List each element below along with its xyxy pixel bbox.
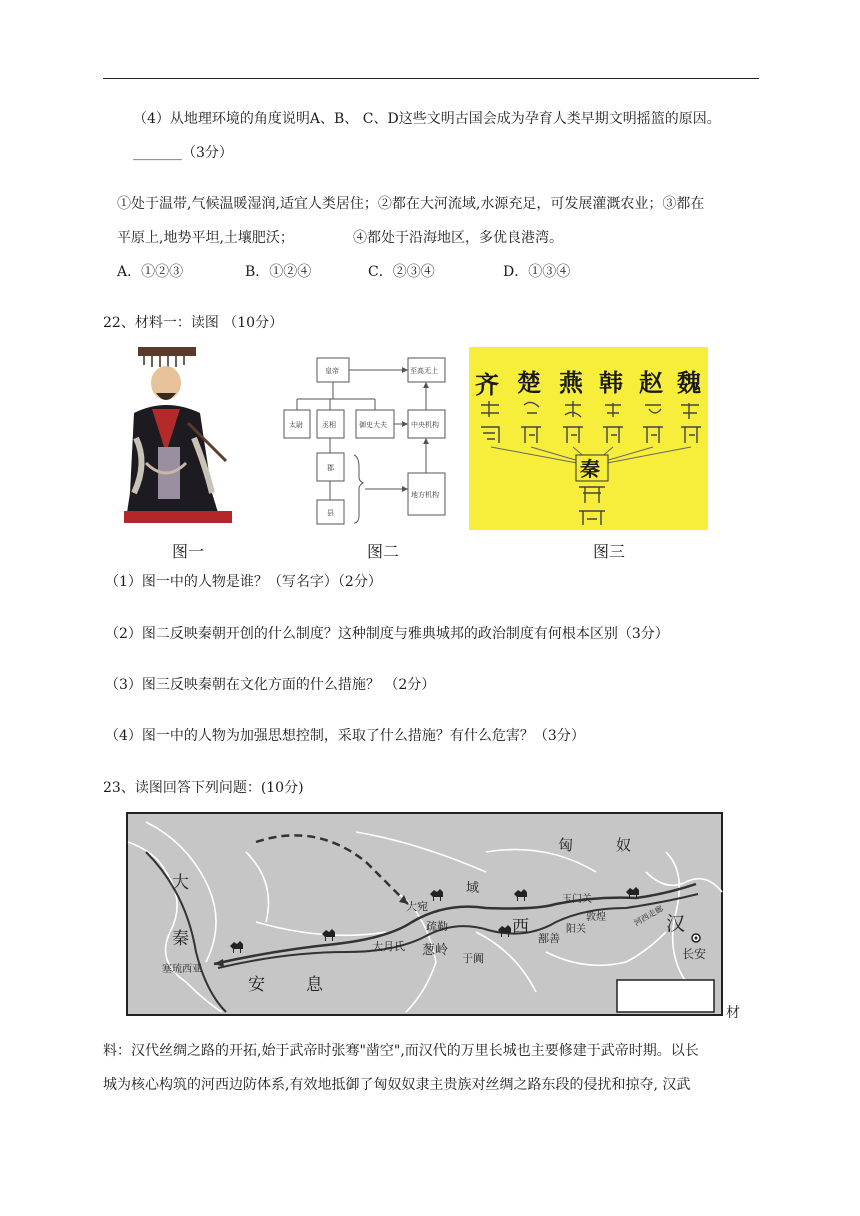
figure1-label: 图一	[172, 542, 205, 561]
label-yumenguan: 玉门关	[562, 894, 592, 905]
state-qi: 齐	[475, 371, 499, 399]
q22-heading: 22、材料一：读图 （10分）	[103, 315, 284, 331]
label-daqin-2: 秦	[172, 929, 189, 949]
label-dayuezhi: 大月氏	[372, 940, 405, 953]
q23-heading: 23、读图回答下列问题：(10分)	[103, 780, 304, 796]
figure1-emperor-portrait	[116, 343, 242, 531]
label-hexi: 河西走廊	[632, 903, 665, 928]
label-yutian: 于阗	[462, 952, 484, 965]
silk-road-map	[126, 812, 723, 1016]
material-tail-char: 材	[726, 1005, 740, 1021]
label-han: 汉	[666, 913, 686, 935]
figure3-label: 图三	[593, 542, 626, 561]
label-supreme: 至高无上	[410, 367, 438, 375]
state-chu: 楚	[517, 369, 541, 397]
label-dayuan: 大宛	[406, 900, 428, 913]
label-yangguan: 阳关	[566, 924, 586, 935]
label-xiyu-1: 西	[512, 917, 529, 937]
q4-statements-line1: ①处于温带,气候温暖湿润,适宜人类居住；②都在大河流域,水源充足，可发展灌溉农业；③都在	[117, 196, 705, 212]
label-local: 地方机构	[411, 491, 439, 499]
label-chengxiang: 丞相	[322, 421, 336, 429]
state-han: 韩	[599, 369, 623, 397]
figure3-script-unification	[469, 347, 708, 530]
q22-question-4: （4）图一中的人物为加强思想控制，采取了什么措施？有什么危害？（3分）	[105, 728, 585, 744]
label-changan: 长安	[682, 947, 707, 961]
figure2-label: 图二	[367, 542, 400, 561]
header-rule	[103, 78, 759, 79]
figure2-org-chart	[283, 347, 463, 527]
label-daqin-1: 大	[172, 873, 189, 893]
label-yushi: 御史大夫	[359, 421, 387, 429]
label-taiwei: 太尉	[289, 421, 303, 429]
label-xiyu-2: 域	[466, 881, 480, 896]
label-anxi-2: 息	[306, 975, 323, 995]
label-emperor: 皇帝	[325, 367, 339, 375]
q4-option-d: D．①③④	[503, 264, 571, 280]
label-congling: 葱岭	[422, 943, 449, 958]
label-shule: 疏勒	[426, 920, 448, 933]
map-blank-box	[617, 980, 714, 1012]
q4-statements-line2b: ④都处于沿海地区，多优良港湾。	[353, 230, 563, 246]
label-xiongnu-1: 匈	[558, 836, 574, 854]
state-qin: 秦	[580, 457, 600, 481]
label-central: 中央机构	[411, 421, 439, 429]
label-seleucia: 塞琉西亚	[162, 964, 202, 975]
label-anxi-1: 安	[248, 975, 265, 995]
state-zhao: 赵	[639, 369, 663, 397]
label-xiongnu-2: 奴	[616, 836, 632, 854]
state-wei: 魏	[677, 369, 701, 397]
q22-question-2: （2）图二反映秦朝开创的什么制度？这种制度与雅典城邦的政治制度有何根本区别（3分）	[105, 626, 669, 642]
label-jun: 郡	[327, 464, 334, 472]
state-yan: 燕	[559, 369, 583, 397]
q22-question-1: （1）图一中的人物是谁？（写名字）（2分）	[105, 574, 382, 590]
label-shanshan: 鄯善	[538, 932, 560, 945]
q4-blank: _______（3分）	[133, 145, 233, 161]
q4-option-c: C．②③④	[368, 264, 435, 280]
q4-option-a: A．①②③	[117, 264, 184, 280]
label-xian: 县	[327, 509, 334, 517]
material-line-1: 料：汉代丝绸之路的开拓,始于武帝时张骞"凿空",而汉代的万里长城也主要修建于武帝时期。以长	[103, 1043, 699, 1059]
label-dunhuang: 敦煌	[586, 912, 606, 923]
q4-prompt: （4）从地理环境的角度说明A、B、 C、D这些文明古国会成为孕育人类早期文明摇篮的原因。	[133, 111, 721, 127]
q4-option-b: B．①②④	[245, 264, 312, 280]
q4-statements-line2a: 平原上,地势平坦,土壤肥沃；	[117, 230, 294, 246]
q22-question-3: （3）图三反映秦朝在文化方面的什么措施？ （2分）	[105, 677, 436, 693]
material-line-2: 城为核心构筑的河西边防体系,有效地抵御了匈奴奴隶主贵族对丝绸之路东段的侵扰和掠夺, 汉武	[103, 1077, 691, 1093]
